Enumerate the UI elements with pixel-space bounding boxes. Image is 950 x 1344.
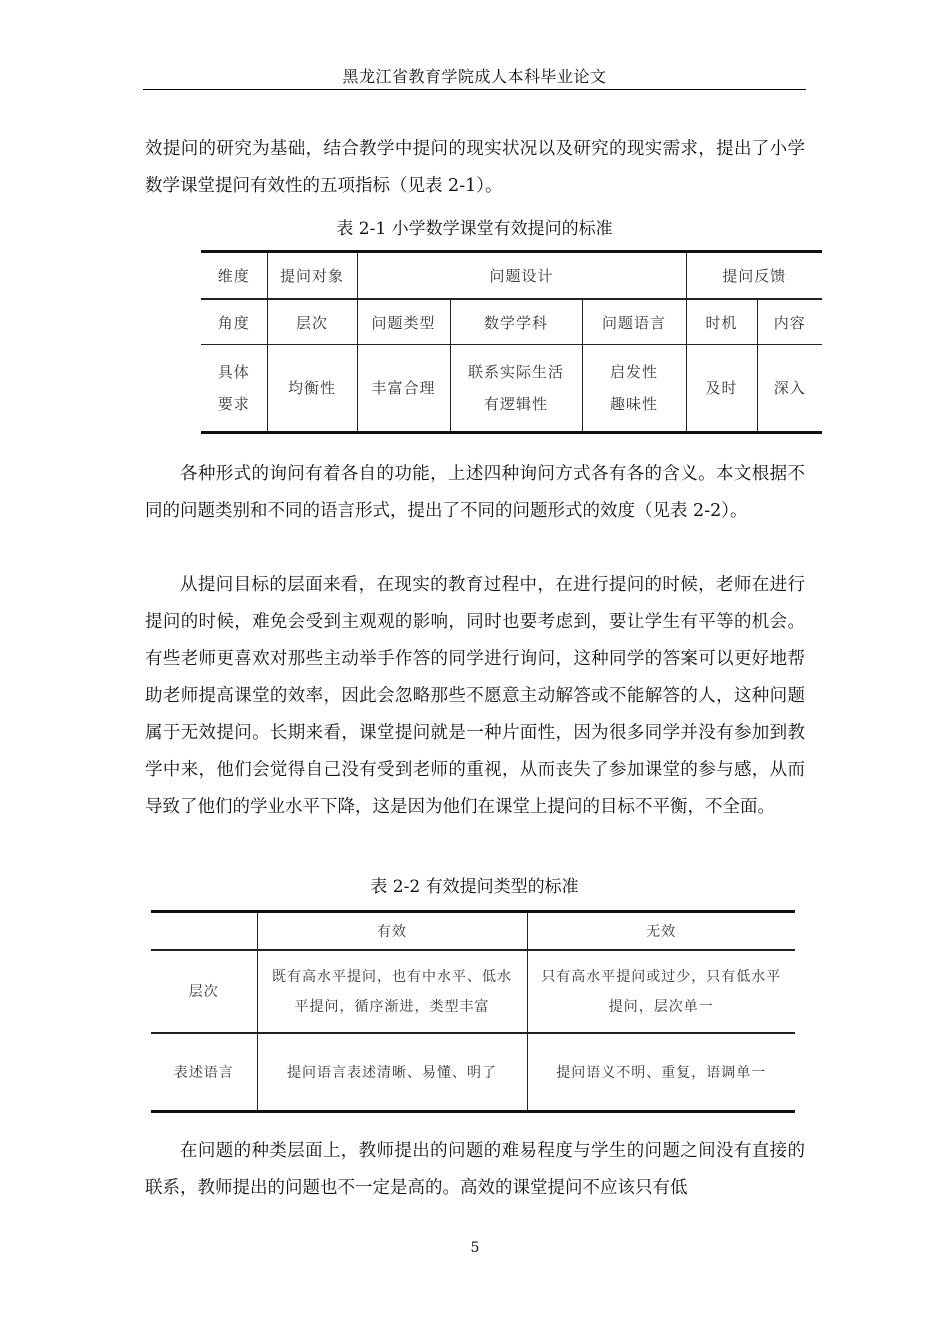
table-cell: 层次 — [267, 299, 357, 345]
page-number: 5 — [470, 1240, 480, 1256]
table-cell: 深入 — [773, 379, 806, 397]
table-cell: 问题类型 — [357, 299, 450, 345]
table-cell: 层次 — [151, 950, 257, 1033]
cell-line: 趣味性 — [609, 395, 658, 413]
table-cell: 及时 — [686, 345, 757, 433]
table-cell: 角度 — [201, 299, 267, 345]
running-header: 黑龙江省教育学院成人本科毕业论文 — [342, 67, 607, 86]
table-cell: 时机 — [686, 299, 757, 345]
table-2-caption: 表 2-2 有效提问类型的标准 — [370, 877, 579, 897]
cell-line: 启发性 — [609, 363, 658, 381]
table-1-row-dimension — [201, 252, 822, 300]
table-2-header-row — [151, 912, 795, 951]
cell-line: 提问，层次单一 — [608, 998, 714, 1015]
table-cell: 维度 — [201, 252, 267, 300]
paragraph-1: 效提问的研究为基础，结合教学中提问的现实状况以及研究的现实需求，提出了小学数学课堂提问有效性的五项指标（见表 2-1）。 — [145, 139, 805, 196]
table-2-row-level — [151, 950, 795, 1033]
table-cell — [450, 345, 582, 433]
table-2-row-language — [151, 1033, 795, 1112]
table-1-row-requirements — [201, 345, 822, 433]
table-cell: 表述语言 — [173, 1065, 234, 1081]
paragraph-2: 各种形式的询问有着各自的功能，上述四种询问方式各有各的含义。本文根据不同的问题类别和不同的语言形式，提出了不同的问题形式的效度（见表 2-2）。 — [145, 464, 805, 521]
cell-line: 平提问，循序渐进，类型丰富 — [294, 998, 490, 1015]
paragraph-3: 从提问目标的层面来看，在现实的教育过程中，在进行提问的时候，老师在进行提问的时候，难免会受到主观观的影响，同时也要考虑到，要让学生有平等的机会。有些老师更喜欢对那些主动举手作答的同学进行询问，这种同学的答案可以更好地帮助老师提高课堂的效率，因此会忽略那些不愿意主动解答或不能解答的人，这种问题属于无效提问。长期来看，课堂提问就是一种片面性，因为很多同学并没有参加到教学中来，他们会觉得自己没有受到老师的重视，从而丧失了参加课堂的参与感，从而导致了他们的学业水平下降，这是因为他们在课堂上提问的目标不平衡，不全面。 — [145, 575, 805, 817]
table-1-caption: 表 2-1 小学数学课堂有效提问的标准 — [336, 219, 613, 239]
paragraph-4: 在问题的种类层面上，教师提出的问题的难易程度与学生的问题之间没有直接的联系，教师提出的问题也不一定是高的。高效的课堂提问不应该只有低 — [145, 1141, 805, 1198]
cell-line: 有逻辑性 — [483, 395, 548, 413]
cell-line: 要求 — [217, 395, 250, 413]
cell-line: 联系实际生活 — [467, 363, 564, 381]
table-cell: 均衡性 — [267, 345, 357, 433]
cell-line: 只有高水平提问或过少，只有低水平 — [541, 968, 782, 985]
table-cell: 提问语义不明、重复，语调单一 — [527, 1033, 795, 1112]
table-cell: 内容 — [757, 299, 822, 345]
table-cell — [201, 345, 267, 433]
table-1 — [201, 250, 822, 434]
table-cell: 提问对象 — [267, 252, 357, 300]
table-cell — [257, 950, 527, 1033]
table-cell: 无效 — [527, 912, 795, 951]
table-cell: 问题设计 — [357, 252, 686, 300]
table-cell — [527, 950, 795, 1033]
table-cell: 提问反馈 — [686, 252, 822, 300]
table-cell: 提问语言表述清晰、易懂、明了 — [257, 1033, 527, 1112]
table-2 — [151, 910, 795, 1113]
cell-line: 具体 — [217, 363, 250, 381]
table-cell: 问题语言 — [582, 299, 686, 345]
table-cell: 丰富合理 — [357, 345, 450, 433]
table-cell — [582, 345, 686, 433]
table-cell: 数学学科 — [450, 299, 582, 345]
header-rule — [143, 89, 806, 90]
table-cell — [151, 912, 257, 951]
table-1-row-angle — [201, 299, 822, 345]
cell-line: 既有高水平提问，也有中水平、低水 — [272, 968, 512, 985]
table-cell: 有效 — [257, 912, 527, 951]
